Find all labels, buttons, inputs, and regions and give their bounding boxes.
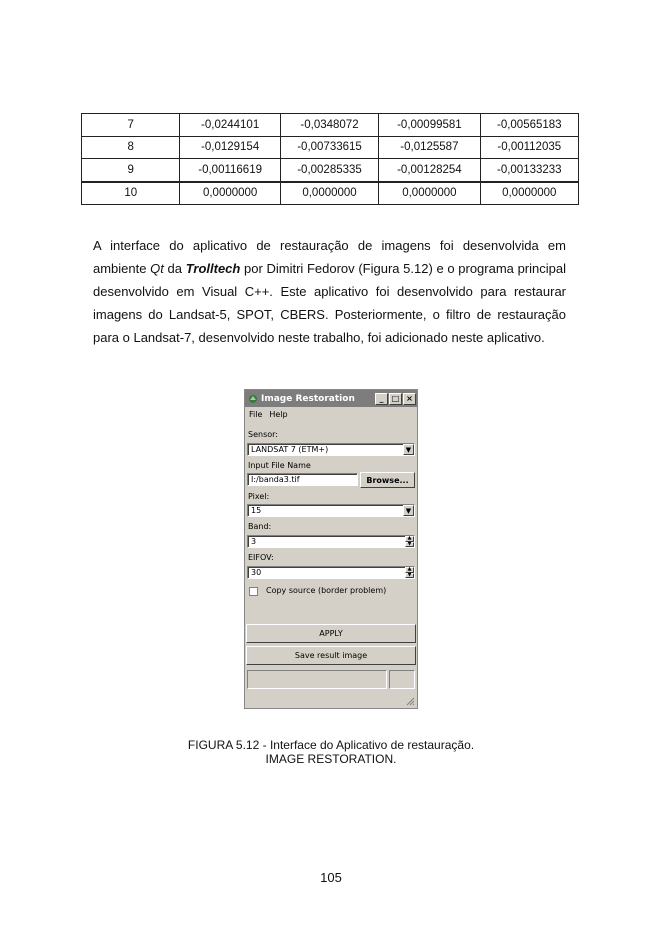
table-row (82, 136, 579, 159)
save-result-button[interactable]: Save result image (246, 646, 416, 665)
window-title: Image Restoration (261, 393, 355, 404)
browse-button[interactable]: Browse... (360, 472, 415, 488)
figure-caption-subtitle: IMAGE RESTORATION. (265, 752, 397, 766)
menu-bar (245, 407, 417, 421)
eifov-spinbox[interactable] (247, 566, 415, 579)
copy-source-checkbox[interactable] (249, 587, 258, 596)
band-spinbox[interactable] (247, 535, 415, 548)
eifov-label: EIFOV: (248, 553, 274, 562)
table-cell: -0,00099581 (379, 114, 480, 137)
table-row (82, 182, 579, 205)
trolltech-term: Trolltech (185, 261, 241, 276)
table-cell: 0,0000000 (180, 182, 280, 205)
maximize-icon[interactable]: □ (389, 393, 402, 405)
table-cell: -0,00112035 (480, 136, 578, 159)
table-cell: -0,00133233 (480, 159, 578, 182)
resize-grip-icon[interactable] (405, 696, 415, 706)
sensor-label: Sensor: (248, 430, 278, 439)
paragraph-text: A interface do aplicativo de restauração de imagens foi desenvolvida em ambiente (93, 238, 566, 276)
table-row (82, 159, 579, 182)
pixel-label: Pixel: (248, 492, 270, 501)
chevron-down-icon[interactable]: ▼ (403, 505, 414, 516)
table-cell: 8 (82, 136, 180, 159)
table-cell: -0,0244101 (180, 114, 280, 137)
table-cell: -0,00565183 (480, 114, 578, 137)
table-cell: 7 (82, 114, 180, 137)
table-cell: 0,0000000 (379, 182, 480, 205)
paragraph-text: por Dimitri Fedorov (Figura 5.12) e o programa principal desenvolvido em Visual C++. Este aplicativo foi desenvolvido para restaurar imagens do Landsat-5, SPOT, CBERS. Posteriormente, o filtro de restauração para o Landsat-7, desenvolvido neste trabalho, foi adicionado neste aplicativo. (93, 261, 566, 345)
table-cell: -0,0125587 (379, 136, 480, 159)
figure-caption: FIGURA 5.12 - Interface do Aplicativo de restauração. (187, 738, 475, 752)
copy-source-label: Copy source (border problem) (266, 586, 387, 595)
table-cell: -0,0129154 (180, 136, 280, 159)
close-icon[interactable]: × (403, 393, 416, 405)
table-cell: 0,0000000 (480, 182, 578, 205)
table-cell: -0,00285335 (280, 159, 378, 182)
table-row (82, 114, 579, 137)
spinner-arrows-icon[interactable]: ▲ ▼ (405, 536, 414, 547)
table-cell: 0,0000000 (280, 182, 378, 205)
sensor-value: LANDSAT 7 (ETM+) (251, 445, 329, 454)
spinner-arrows-icon[interactable]: ▲ ▼ (405, 567, 414, 578)
coefficient-table (81, 113, 579, 205)
paragraph-text: da (163, 261, 186, 276)
qt-term: Qt (150, 261, 164, 276)
input-file-value: I:/banda3.tif (251, 475, 300, 484)
band-label: Band: (248, 522, 272, 531)
sensor-select[interactable] (247, 443, 415, 456)
page-number: 105 (320, 870, 342, 885)
status-field (389, 670, 415, 689)
table-cell: -0,00733615 (280, 136, 378, 159)
table-cell: 10 (82, 182, 180, 205)
body-paragraph (93, 234, 566, 349)
app-icon (248, 394, 258, 404)
input-file-label: Input File Name (248, 461, 311, 470)
status-field (247, 670, 387, 689)
band-value: 3 (251, 537, 257, 546)
pixel-select[interactable] (247, 504, 415, 517)
table-cell: -0,00116619 (180, 159, 280, 182)
menu-file[interactable]: File (249, 409, 263, 419)
minimize-icon[interactable]: _ (375, 393, 388, 405)
table-cell: 9 (82, 159, 180, 182)
table-cell: -0,00128254 (379, 159, 480, 182)
table-cell: -0,0348072 (280, 114, 378, 137)
pixel-value: 15 (251, 506, 262, 515)
window-titlebar[interactable] (245, 390, 417, 407)
apply-button[interactable]: APPLY (246, 624, 416, 643)
image-restoration-window (244, 389, 418, 709)
eifov-value: 30 (251, 568, 262, 577)
menu-help[interactable]: Help (269, 409, 288, 419)
input-file-field[interactable] (247, 473, 358, 486)
status-bar (247, 670, 415, 689)
chevron-down-icon[interactable]: ▼ (403, 444, 414, 455)
